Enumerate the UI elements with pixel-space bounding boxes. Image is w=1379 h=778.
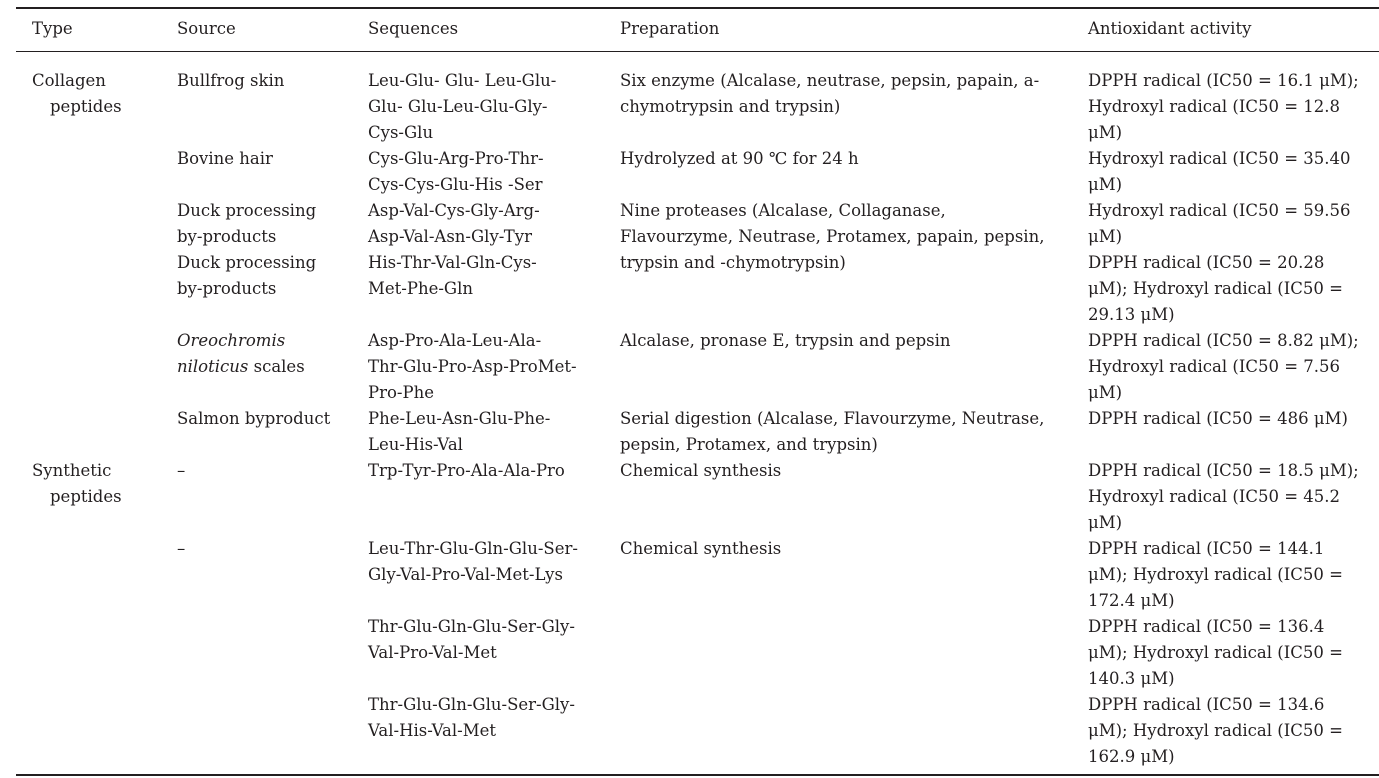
cell-preparation [620, 536, 1088, 614]
cell-activity [1088, 692, 1379, 775]
cell-sequence [368, 614, 620, 692]
cell-sequence [368, 692, 620, 775]
peptide-table-container [16, 7, 1379, 776]
sequence-line: Leu-Glu- Glu- Leu-Glu- [368, 71, 557, 90]
header-sequences: Sequences [368, 19, 459, 38]
source-line: Oreochromis [177, 331, 286, 350]
activity-line: Hydroxyl radical (IC50 = 45.2 [1088, 487, 1341, 506]
activity-line: DPPH radical (IC50 = 18.5 μM); [1088, 461, 1359, 480]
cell-type [16, 52, 177, 147]
sequence-line: Cys-Glu-Arg-Pro-Thr- [368, 149, 544, 168]
sequence-line: Phe-Leu-Asn-Glu-Phe- [368, 409, 551, 428]
sequence-line: Asp-Val-Cys-Gly-Arg- [368, 201, 540, 220]
activity-line: μM); Hydroxyl radical (IC50 = [1088, 643, 1343, 662]
source-line: Bullfrog skin [177, 71, 285, 90]
cell-activity [1088, 52, 1379, 147]
table-row [16, 536, 1379, 614]
cell-preparation [620, 692, 1088, 775]
cell-type [16, 250, 177, 328]
sequence-line: Asp-Val-Asn-Gly-Tyr [368, 227, 532, 246]
preparation-line: Six enzyme (Alcalase, neutrase, pepsin, papain, a- [620, 71, 1040, 90]
preparation-line: Chemical synthesis [620, 539, 782, 558]
activity-line: μM) [1088, 383, 1123, 402]
header-activity: Antioxidant activity [1088, 19, 1252, 38]
activity-line: DPPH radical (IC50 = 486 μM) [1088, 409, 1348, 428]
cell-activity [1088, 536, 1379, 614]
cell-source [177, 458, 368, 536]
activity-line: DPPH radical (IC50 = 16.1 μM); [1088, 71, 1359, 90]
activity-line: 162.9 μM) [1088, 747, 1175, 766]
cell-preparation [620, 614, 1088, 692]
activity-line: μM) [1088, 175, 1123, 194]
source-line: Duck processing [177, 253, 317, 272]
activity-line: μM) [1088, 123, 1123, 142]
activity-line: μM); Hydroxyl radical (IC50 = [1088, 279, 1343, 298]
cell-source [177, 198, 368, 250]
type-label: Collagen peptides [32, 71, 122, 116]
cell-sequence [368, 198, 620, 250]
source-line: Salmon byproduct [177, 409, 331, 428]
cell-preparation [620, 458, 1088, 536]
source-line: – [177, 539, 186, 558]
cell-sequence [368, 536, 620, 614]
cell-activity [1088, 614, 1379, 692]
cell-activity [1088, 250, 1379, 328]
activity-line: DPPH radical (IC50 = 8.82 μM); [1088, 331, 1359, 350]
cell-preparation [620, 146, 1088, 198]
activity-line: Hydroxyl radical (IC50 = 12.8 [1088, 97, 1341, 116]
table-row [16, 458, 1379, 536]
header-source: Source [177, 19, 236, 38]
sequence-line: Val-Pro-Val-Met [368, 643, 497, 662]
cell-sequence [368, 328, 620, 406]
sequence-line: Pro-Phe [368, 383, 434, 402]
header-preparation: Preparation [620, 19, 720, 38]
cell-type [16, 328, 177, 406]
activity-line: DPPH radical (IC50 = 20.28 [1088, 253, 1325, 272]
cell-type [16, 146, 177, 198]
cell-sequence [368, 52, 620, 147]
cell-source [177, 146, 368, 198]
preparation-line: chymotrypsin and trypsin) [620, 97, 841, 116]
preparation-line: Chemical synthesis [620, 461, 782, 480]
table-row [16, 406, 1379, 458]
cell-preparation [620, 328, 1088, 406]
sequence-line: Asp-Pro-Ala-Leu-Ala- [368, 331, 542, 350]
activity-line: DPPH radical (IC50 = 144.1 [1088, 539, 1325, 558]
cell-sequence [368, 250, 620, 328]
cell-type [16, 458, 177, 536]
table-row [16, 328, 1379, 406]
preparation-line: Serial digestion (Alcalase, Flavourzyme, Neutrase, [620, 409, 1045, 428]
preparation-line: pepsin, Protamex, and trypsin) [620, 435, 878, 454]
activity-line: 29.13 μM) [1088, 305, 1175, 324]
cell-type [16, 406, 177, 458]
preparation-line: Flavourzyme, Neutrase, Protamex, papain, pepsin, [620, 227, 1045, 246]
cell-type [16, 614, 177, 692]
source-line: by-products [177, 227, 277, 246]
cell-source [177, 328, 368, 406]
cell-sequence [368, 458, 620, 536]
sequence-line: Thr-Glu-Pro-Asp-ProMet- [368, 357, 577, 376]
sequence-line: Leu-His-Val [368, 435, 463, 454]
sequence-line: Glu- Glu-Leu-Glu-Gly- [368, 97, 548, 116]
sequence-line: Thr-Glu-Gln-Glu-Ser-Gly- [368, 617, 575, 636]
source-plain-part: scales [248, 357, 305, 376]
source-line: Duck processing [177, 201, 317, 220]
activity-line: 172.4 μM) [1088, 591, 1175, 610]
antioxidant-peptides-table [16, 7, 1379, 776]
activity-line: Hydroxyl radical (IC50 = 59.56 [1088, 201, 1351, 220]
cell-activity [1088, 328, 1379, 406]
cell-activity [1088, 458, 1379, 536]
preparation-line: trypsin and -chymotrypsin) [620, 253, 846, 272]
activity-line: μM) [1088, 227, 1123, 246]
cell-source [177, 52, 368, 147]
header-type: Type [32, 19, 73, 38]
sequence-line: His-Thr-Val-Gln-Cys- [368, 253, 537, 272]
cell-type [16, 692, 177, 775]
preparation-line: Alcalase, pronase E, trypsin and pepsin [620, 331, 951, 350]
cell-source [177, 692, 368, 775]
preparation-line: Hydrolyzed at 90 ℃ for 24 h [620, 149, 859, 168]
table-row [16, 146, 1379, 198]
table-row [16, 250, 1379, 328]
sequence-line: Thr-Glu-Gln-Glu-Ser-Gly- [368, 695, 575, 714]
table-row [16, 692, 1379, 775]
cell-source [177, 250, 368, 328]
cell-preparation [620, 198, 1088, 250]
sequence-line: Gly-Val-Pro-Val-Met-Lys [368, 565, 563, 584]
cell-sequence [368, 146, 620, 198]
cell-sequence [368, 406, 620, 458]
cell-source [177, 614, 368, 692]
sequence-line: Leu-Thr-Glu-Gln-Glu-Ser- [368, 539, 578, 558]
cell-source [177, 406, 368, 458]
activity-line: μM); Hydroxyl radical (IC50 = [1088, 721, 1343, 740]
sequence-line: Trp-Tyr-Pro-Ala-Ala-Pro [368, 461, 565, 480]
cell-preparation [620, 406, 1088, 458]
cell-type [16, 198, 177, 250]
cell-type [16, 536, 177, 614]
source-line [177, 354, 368, 380]
activity-line: μM); Hydroxyl radical (IC50 = [1088, 565, 1343, 584]
source-italic-part: niloticus [177, 357, 249, 376]
cell-source [177, 536, 368, 614]
cell-activity [1088, 406, 1379, 458]
activity-line: 140.3 μM) [1088, 669, 1175, 688]
cell-preparation [620, 52, 1088, 147]
table-row [16, 52, 1379, 147]
table-row [16, 614, 1379, 692]
sequence-line: Cys-Cys-Glu-His -Ser [368, 175, 543, 194]
type-label: Synthetic peptides [32, 461, 122, 506]
activity-line: Hydroxyl radical (IC50 = 7.56 [1088, 357, 1341, 376]
cell-preparation [620, 250, 1088, 328]
header-row [16, 8, 1379, 52]
cell-activity [1088, 146, 1379, 198]
table-row [16, 198, 1379, 250]
table-body [16, 52, 1379, 776]
preparation-line: Nine proteases (Alcalase, Collaganase, [620, 201, 946, 220]
activity-line: Hydroxyl radical (IC50 = 35.40 [1088, 149, 1351, 168]
source-line: – [177, 461, 186, 480]
sequence-line: Met-Phe-Gln [368, 279, 474, 298]
activity-line: μM) [1088, 513, 1123, 532]
cell-activity [1088, 198, 1379, 250]
sequence-line: Val-His-Val-Met [368, 721, 496, 740]
activity-line: DPPH radical (IC50 = 134.6 [1088, 695, 1325, 714]
source-line: by-products [177, 279, 277, 298]
table-header [16, 8, 1379, 52]
activity-line: DPPH radical (IC50 = 136.4 [1088, 617, 1325, 636]
sequence-line: Cys-Glu [368, 123, 434, 142]
source-line: Bovine hair [177, 149, 273, 168]
